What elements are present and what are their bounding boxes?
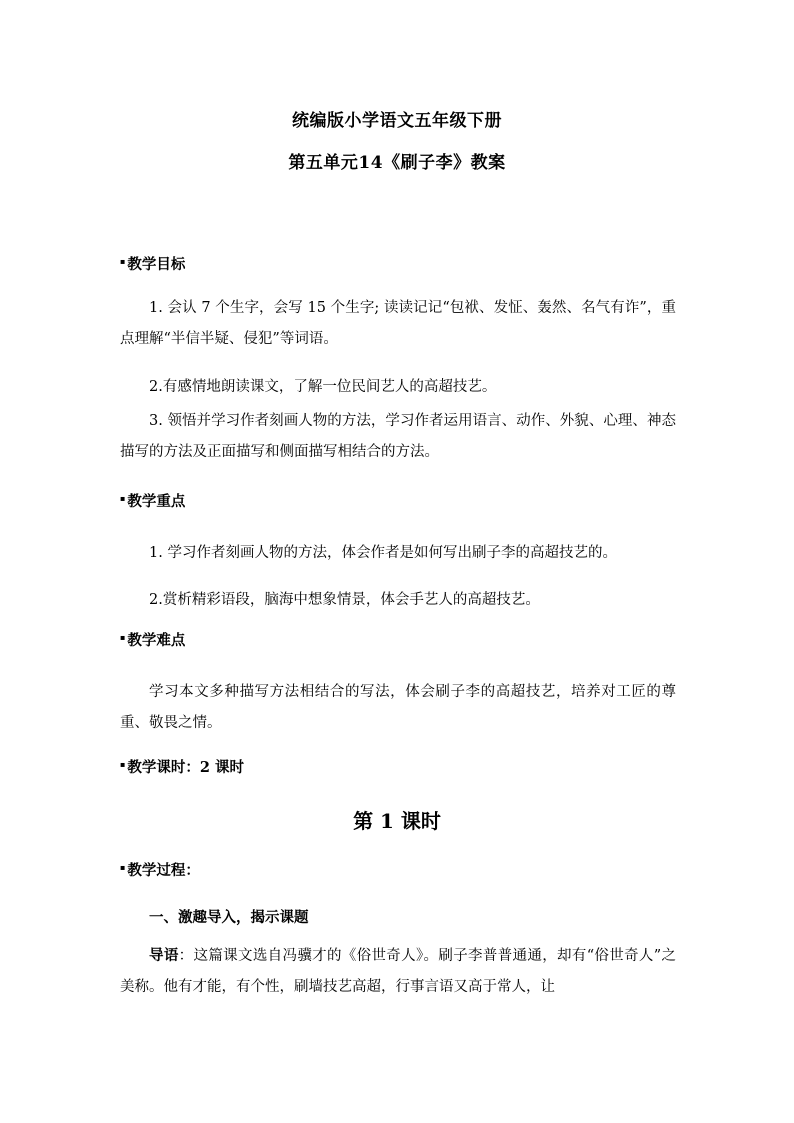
difficulty-text: 学习本文多种描写方法相结合的写法，体会刷子李的高超技艺，培养对工匠的尊重、敬畏之情。 bbox=[120, 684, 676, 731]
heading-text: 教学目标 bbox=[127, 256, 186, 273]
intro-label: 导语 bbox=[149, 947, 179, 964]
section-heading-difficulties bbox=[120, 629, 185, 650]
objective-item-3: 3. 领悟并学习作者刻画人物的方法，学习作者运用语言、动作、外貌、心理、神态描写的方法及正面描写和侧面描写相结合的方法。 bbox=[120, 413, 676, 460]
bullet-icon: ▪ bbox=[120, 632, 126, 642]
bullet-icon: ▪ bbox=[120, 759, 126, 769]
bullet-icon: ▪ bbox=[120, 862, 126, 872]
bullet-icon: ▪ bbox=[120, 256, 126, 266]
section-heading-objectives bbox=[120, 253, 185, 274]
heading-text: 教学过程： bbox=[127, 862, 200, 879]
document-subtitle: 第五单元14《刷子李》教案 bbox=[288, 153, 506, 173]
heading-text: 教学难点 bbox=[127, 632, 186, 649]
intro-paragraph bbox=[120, 940, 676, 1003]
lesson-title: 第 1 课时 bbox=[353, 809, 441, 833]
objective-item-2: 2.有感情地朗读课文，了解一位民间艺人的高超技艺。 bbox=[149, 379, 497, 395]
heading-text: 教学课时：2 课时 bbox=[127, 759, 245, 776]
document-title: 统编版小学语文五年级下册 bbox=[292, 111, 502, 131]
section-heading-process bbox=[120, 859, 200, 880]
intro-text: ：这篇课文选自冯骥才的《俗世奇人》。刷子李普普通通，却有“俗世奇人”之美称。他有才能，有个性，刷墙技艺高超，行事言语又高于常人，让 bbox=[120, 948, 677, 995]
key-point-item-2: 2.赏析精彩语段，脑海中想象情景，体会手艺人的高超技艺。 bbox=[149, 592, 540, 608]
section-heading-hours bbox=[120, 756, 244, 777]
heading-text: 教学重点 bbox=[127, 493, 186, 510]
objective-item-1: 1. 会认 7 个生字，会写 15 个生字; 读读记记“包袱、发怔、轰然、名气有诈”，重点理解“半信半疑、侵犯”等词语。 bbox=[120, 300, 676, 347]
section-heading-key-points bbox=[120, 490, 185, 511]
key-point-item-1: 1. 学习作者刻画人物的方法，体会作者是如何写出刷子李的高超技艺的。 bbox=[149, 545, 617, 561]
bullet-icon: ▪ bbox=[120, 493, 126, 503]
step-title: 一、激趣导入，揭示课题 bbox=[149, 909, 309, 926]
